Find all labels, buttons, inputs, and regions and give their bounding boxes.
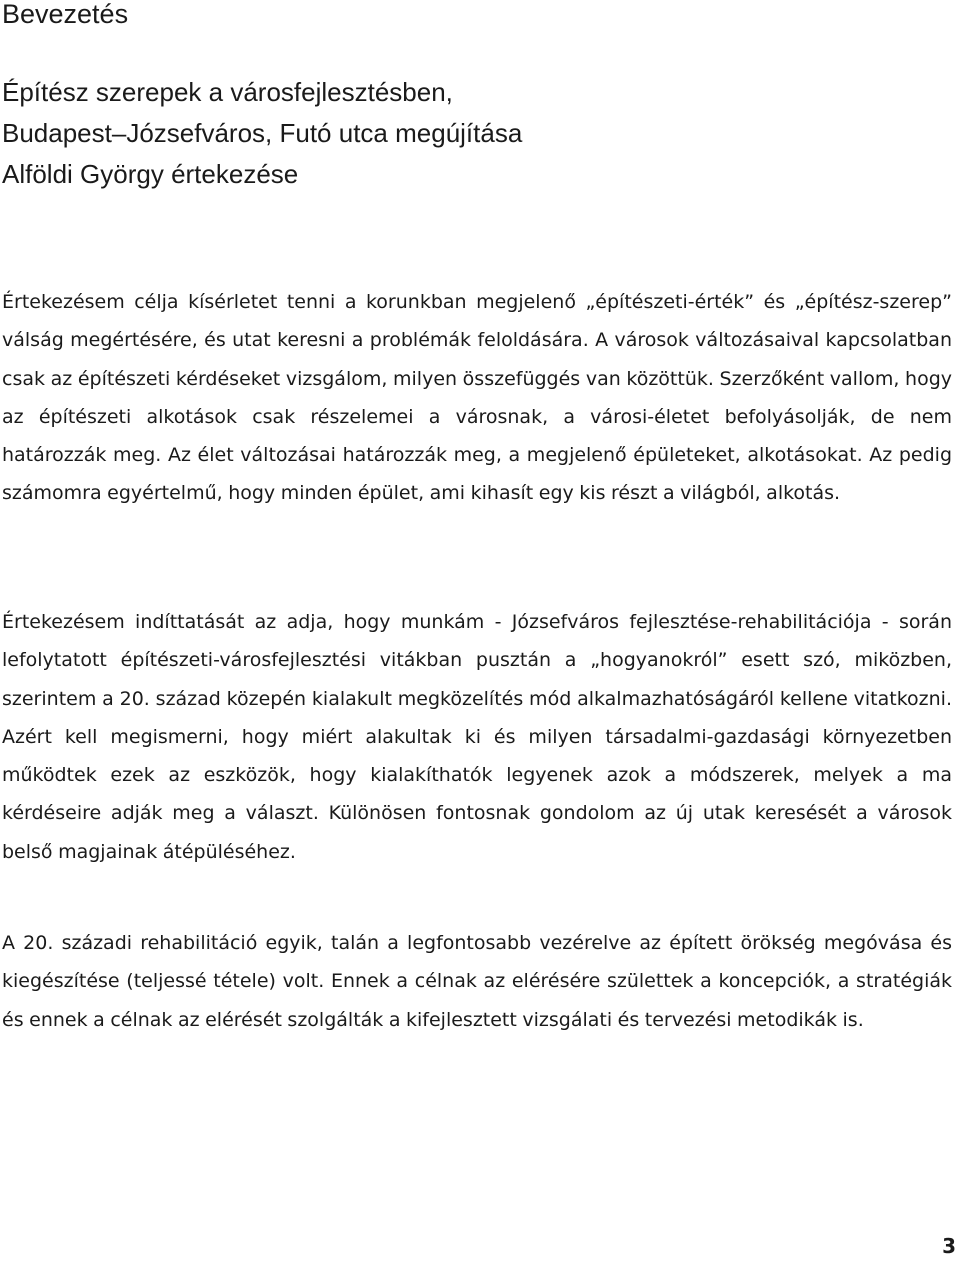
thesis-heading bbox=[2, 72, 954, 195]
thesis-title-line-2: Budapest–Józsefváros, Futó utca megújítása bbox=[2, 118, 523, 148]
body-paragraph-1: Értekezésem célja kísérletet tenni a korunkban megjelenő „építészeti-érték” és „építész-szerep” válság megértésére, és utat keresni a problémák feloldására. A városok változásaival kapcsolatban csak az építészeti kérdéseket vizsgálom, milyen összefüggés van közöttük. Szerzőként vallom, hogy az építészeti alkotások csak részelemei a városnak, a városi-életet befolyásolják, de nem határozzák meg. Az élet változásai határozzák meg, a megjelenő épületeket, alkotásokat. Az pedig számomra egyértelmű, hogy minden épület, ami kihasít egy kis részt a világból, alkotás. bbox=[2, 291, 952, 505]
thesis-title-line-1: Építész szerepek a városfejlesztésben, bbox=[2, 77, 453, 107]
page-number: 3 bbox=[942, 1234, 956, 1258]
body-paragraph-3: A 20. századi rehabilitáció egyik, talán a legfontosabb vezérelve az épített örökség megóvása és kiegészítése (teljessé tétele) volt. Ennek a célnak az elérésére születtek a koncepciók, a stratégiák és ennek a célnak az elérését szolgálták a kifejlesztett vizsgálati és tervezési metodikák is. bbox=[2, 932, 952, 1031]
thesis-author-line: Alföldi György értekezése bbox=[2, 159, 299, 189]
body-paragraph-2: Értekezésem indíttatását az adja, hogy munkám - Józsefváros fejlesztése-rehabilitációja - során lefolytatott építészeti-városfejlesztési vitákban pusztán a „hogyanokról” esett szó, miközben, szerintem a 20. század közepén kialakult megközelítés mód alkalmazhatóságáról kellene vitatkozni. Azért kell megismerni, hogy miért alakultak ki és milyen társadalmi-gazdasági környezetben működtek ezek az eszközök, hogy kialakíthatók legyenek azok a módszerek, melyek a ma kérdéseire adják meg a választ. Különösen fontosnak gondolom az új utak keresését a városok belső magjainak átépüléséhez. bbox=[2, 611, 952, 863]
section-title: Bevezetés bbox=[2, 0, 129, 29]
